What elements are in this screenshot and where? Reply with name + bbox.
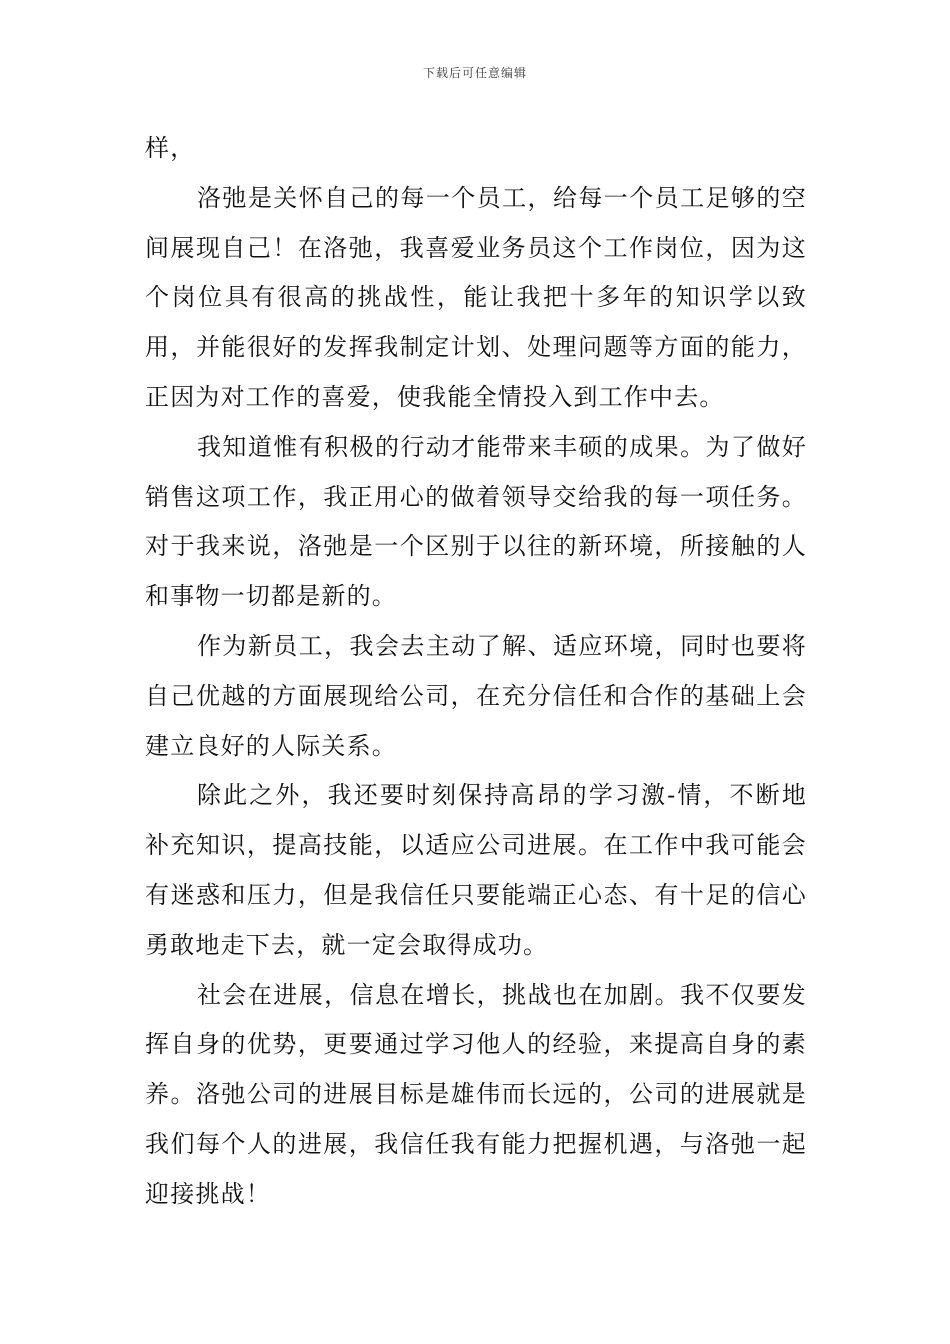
page-header: 下载后可任意编辑: [422, 66, 527, 80]
paragraph: 洛弛是关怀自己的每一个员工，给每一个员工足够的空间展现自己！在洛弛，我喜爱业务员这个工作岗位，因为这个岗位具有很高的挑战性，能让我把十多年的知识学以致用，并能很好的发挥我制定计划、处理问题等方面的能力，正因为对工作的喜爱，使我能全情投入到工作中去。: [145, 183, 807, 411]
paragraph: 作为新员工，我会去主动了解、适应环境，同时也要将自己优越的方面展现给公司，在充分信任和合作的基础上会建立良好的人际关系。: [145, 631, 807, 760]
paragraph: 除此之外，我还要时刻保持高昂的学习激-情，不断地补充知识，提高技能，以适应公司进展。在工作中我可能会有迷惑和压力，但是我信任只要能端正心态、有十足的信心勇敢地走下去，就一定会取得成功。: [145, 781, 807, 959]
paragraph-continuation: 样，: [145, 134, 196, 162]
paragraph: 我知道惟有积极的行动才能带来丰硕的成果。为了做好销售这项工作，我正用心的做着领导交给我的每一项任务。对于我来说，洛弛是一个区别于以往的新环境，所接触的人和事物一切都是新的。: [145, 432, 807, 611]
paragraph: 社会在进展，信息在增长，挑战也在加剧。我不仅要发挥自身的优势，更要通过学习他人的经验，来提高自身的素养。洛弛公司的进展目标是雄伟而长远的，公司的进展就是我们每个人的进展，我信任我有能力把握机遇，与洛弛一起迎接挑战！: [145, 980, 807, 1208]
document-body: [145, 124, 807, 1220]
